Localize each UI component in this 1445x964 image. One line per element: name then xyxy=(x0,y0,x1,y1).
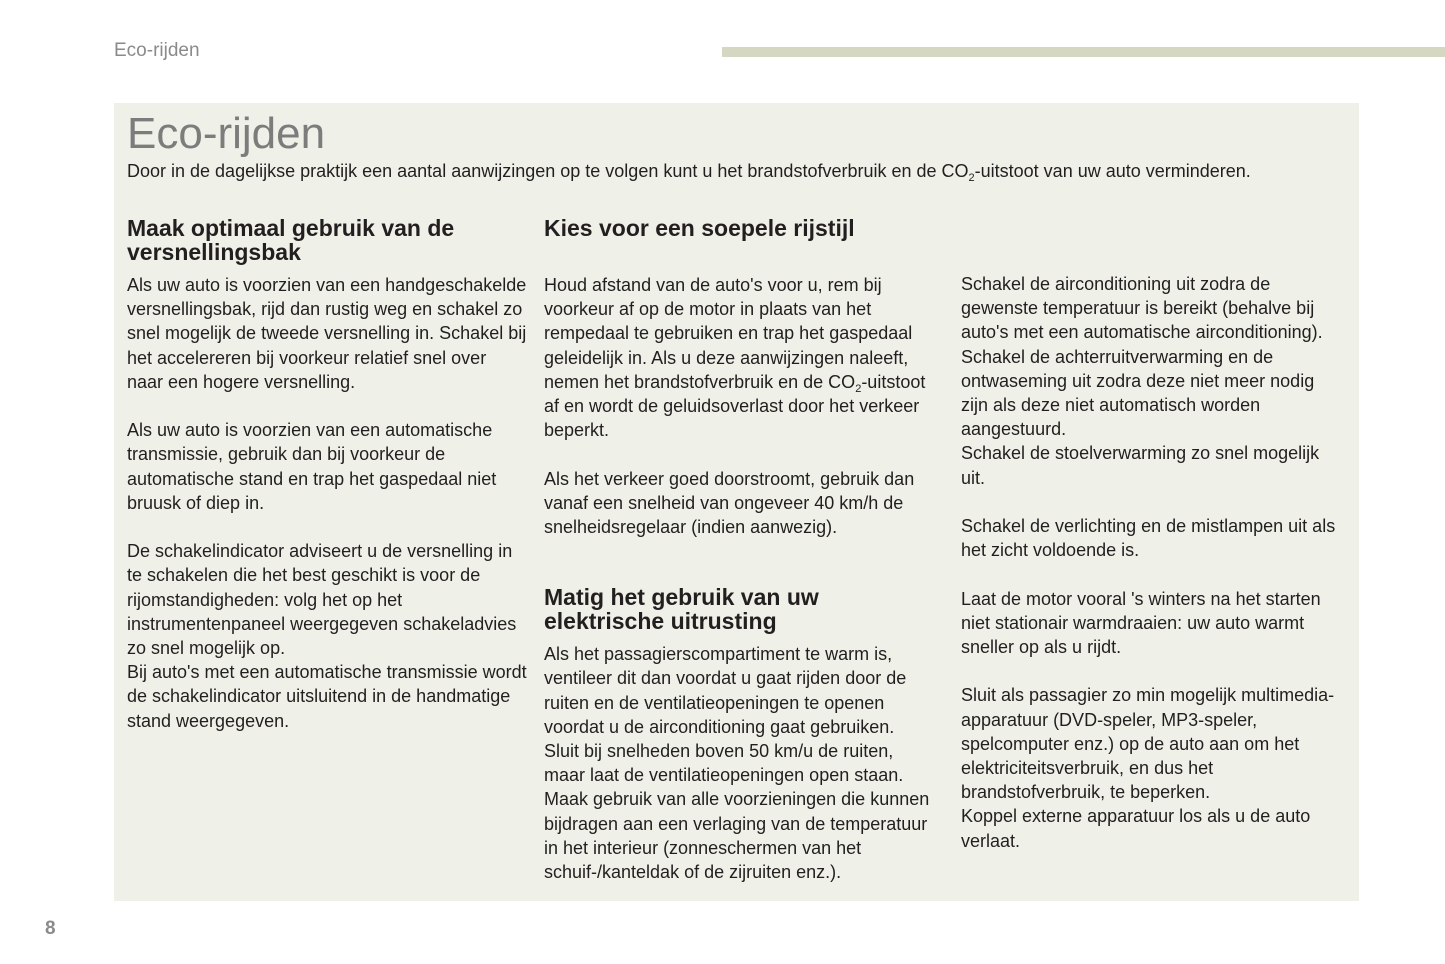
gearbox-paragraph-manual: Als uw auto is voorzien van een handgeschakelde versnellingsbak, rijd dan rustig weg en schakel zo snel mogelijk de tweede versnelling in. Schakel bij het accelereren bij voorkeur relatief snel over naar een hogere versnelling. xyxy=(127,275,527,392)
gearbox-paragraph-indicator-auto: Bij auto's met een automatische transmissie wordt de schakelindicator uitsluitend in de handmatige stand weergegeven. xyxy=(127,662,527,731)
braking-text-before: Houd afstand van de auto's voor u, rem bij voorkeur af op de motor in plaats van het rempedaal te gebruiken en trap het gaspedaal geleidelijk in. Als u deze aanwijzingen naleeft, nemen het brandstofverbruik en de CO xyxy=(544,275,913,392)
intro-paragraph xyxy=(127,159,1347,183)
equipment-paragraph-seat-heating: Schakel de stoelverwarming zo snel mogelijk uit. xyxy=(961,443,1320,488)
braking-text-after: -uitstoot af en wordt de geluidsoverlast door het verkeer beperkt. xyxy=(544,371,926,441)
column-gearbox xyxy=(127,216,527,733)
page-number: 8 xyxy=(45,918,56,939)
column-driving-style xyxy=(544,216,939,884)
electrical-paragraph-windows: Sluit bij snelheden boven 50 km/u de ruiten, maar laat de ventilatieopeningen open staan. xyxy=(544,741,904,786)
equipment-paragraph-disconnect: Koppel externe apparatuur los als u de auto verlaat. xyxy=(961,806,1311,851)
equipment-paragraph-warmup: Laat de motor vooral 's winters na het starten niet stationair warmdraaien: uw auto warmt sneller op als u rijdt. xyxy=(961,588,1321,658)
gearbox-paragraph-automatic: Als uw auto is voorzien van een automatische transmissie, gebruik dan bij voorkeur de automatische stand en trap het gaspedaal niet bruusk of diep in. xyxy=(127,420,497,513)
braking-subscript: 2 xyxy=(855,382,862,395)
page-title: Eco-rijden xyxy=(127,109,326,158)
electrical-heading: Matig het gebruik van uw elektrische uitrusting xyxy=(544,584,819,635)
equipment-paragraph-defrost: Schakel de achterruitverwarming en de ontwaseming uit zodra deze niet meer nodig zijn als deze niet automatisch worden aangestuurd. xyxy=(961,346,1315,440)
driving-style-paragraph-cruise: Als het verkeer goed doorstroomt, gebruik dan vanaf een snelheid van ongeveer 40 km/h de snelheidsregelaar (indien aanwezig). xyxy=(544,468,915,538)
running-header-title: Eco-rijden xyxy=(114,40,200,61)
gearbox-heading: Maak optimaal gebruik van de versnellingsbak xyxy=(127,215,455,265)
intro-text-after: -uitstoot van uw auto verminderen. xyxy=(974,161,1251,181)
electrical-paragraph-cooling: Maak gebruik van alle voorzieningen die kunnen bijdragen aan een verlaging van de temperatuur in het interieur (zonneschermen van het schuif-/kanteldak of de zijruiten enz.). xyxy=(544,789,930,883)
driving-style-paragraph-braking xyxy=(544,273,939,442)
column-equipment xyxy=(961,272,1346,853)
equipment-paragraph-multimedia: Sluit als passagier zo min mogelijk multimedia-apparatuur (DVD-speler, MP3-speler, spelcomputer enz.) op de auto aan om het elektriciteitsverbruik, en dus het brandstofverbruik, te beperken. xyxy=(961,685,1335,803)
gearbox-paragraph-indicator: De schakelindicator adviseert u de versnelling in te schakelen die het best geschikt is voor de rijomstandigheden: volg het op het instrumentenpaneel weergegeven schakeladvies zo snel mogelijk op. xyxy=(127,541,517,659)
header-decorative-bar xyxy=(722,47,1445,57)
driving-style-heading: Kies voor een soepele rijstijl xyxy=(544,215,855,241)
equipment-paragraph-aircon: Schakel de airconditioning uit zodra de gewenste temperatuur is bereikt (behalve bij auto's met een automatische airconditioning). xyxy=(961,274,1323,343)
intro-subscript: 2 xyxy=(968,172,975,184)
electrical-paragraph-ventilate: Als het passagierscompartiment te warm is, ventileer dit dan voordat u gaat rijden door de ruiten en de ventilatieopeningen te openen voordat u de airconditioning gaat gebruiken. xyxy=(544,644,907,737)
intro-text-before: Door in de dagelijkse praktijk een aantal aanwijzingen op te volgen kunt u het brandstofverbruik en de CO xyxy=(127,161,969,181)
equipment-paragraph-lights: Schakel de verlichting en de mistlampen uit als het zicht voldoende is. xyxy=(961,516,1336,561)
